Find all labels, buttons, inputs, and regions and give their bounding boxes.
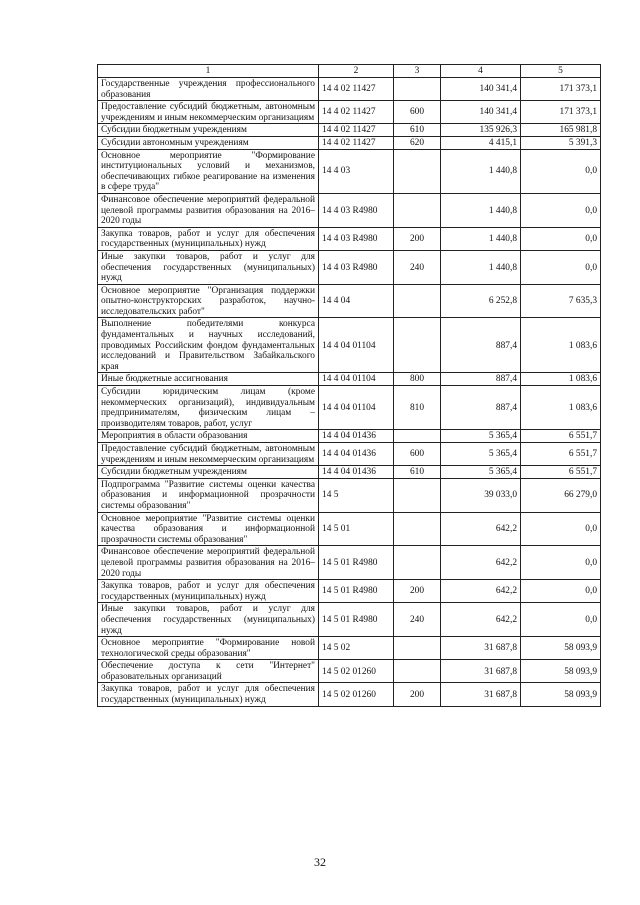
row-code-cell: 14 4 04 01436 <box>319 430 394 443</box>
row-name-cell: Иные бюджетные ассигнования <box>98 373 319 386</box>
header-col-3: 3 <box>394 65 441 78</box>
row-expense-type-cell: 620 <box>394 136 441 149</box>
row-code-cell: 14 4 02 11427 <box>319 136 394 149</box>
row-expense-type-cell: 200 <box>394 227 441 250</box>
row-expense-type-cell <box>394 318 441 373</box>
row-expense-type-cell <box>394 284 441 318</box>
table-row <box>98 660 601 683</box>
row-expense-type-cell: 600 <box>394 443 441 466</box>
row-expense-type-cell: 810 <box>394 386 441 430</box>
header-col-1: 1 <box>98 65 319 78</box>
table-row <box>98 443 601 466</box>
row-code-cell: 14 4 02 11427 <box>319 124 394 137</box>
row-code-cell: 14 4 02 11427 <box>319 78 394 101</box>
row-value-col4-cell: 887,4 <box>441 318 521 373</box>
row-expense-type-cell <box>394 637 441 660</box>
row-code-cell: 14 5 02 01260 <box>319 660 394 683</box>
row-name-cell: Основное мероприятие "Развитие системы оценки качества образования и информационной прозрачности системы образования" <box>98 512 319 546</box>
table-row <box>98 386 601 430</box>
row-expense-type-cell: 800 <box>394 373 441 386</box>
row-expense-type-cell <box>394 149 441 193</box>
table-row <box>98 318 601 373</box>
row-value-col4-cell: 140 341,4 <box>441 78 521 101</box>
row-value-col5-cell: 58 093,9 <box>521 683 601 706</box>
table-row <box>98 512 601 546</box>
row-name-cell: Подпрограмма "Развитие системы оценки качества образования и информационной прозрачности системы образования" <box>98 478 319 512</box>
table-row <box>98 430 601 443</box>
row-value-col4-cell: 39 033,0 <box>441 478 521 512</box>
row-expense-type-cell <box>394 78 441 101</box>
row-code-cell: 14 5 01 R4980 <box>319 603 394 637</box>
row-value-col5-cell: 0,0 <box>521 227 601 250</box>
row-value-col4-cell: 5 365,4 <box>441 443 521 466</box>
row-name-cell: Субсидии бюджетным учреждениям <box>98 124 319 137</box>
row-code-cell: 14 5 02 <box>319 637 394 660</box>
row-expense-type-cell: 240 <box>394 250 441 284</box>
row-value-col5-cell: 1 083,6 <box>521 386 601 430</box>
row-name-cell: Иные закупки товаров, работ и услуг для обеспечения государственных (муниципальных) нужд <box>98 250 319 284</box>
header-col-4: 4 <box>441 65 521 78</box>
row-value-col5-cell: 0,0 <box>521 546 601 580</box>
row-value-col5-cell: 6 551,7 <box>521 443 601 466</box>
row-name-cell: Субсидии юридическим лицам (кроме некоммерческих организаций), индивидуальным предпринимателям, физическим лицам – производителям товаров, работ, услуг <box>98 386 319 430</box>
row-value-col4-cell: 31 687,8 <box>441 683 521 706</box>
row-value-col4-cell: 31 687,8 <box>441 637 521 660</box>
row-value-col5-cell: 66 279,0 <box>521 478 601 512</box>
row-expense-type-cell <box>394 546 441 580</box>
row-code-cell: 14 4 03 R4980 <box>319 193 394 227</box>
table-row <box>98 284 601 318</box>
row-name-cell: Финансовое обеспечение мероприятий федеральной целевой программы развития образования на 2016–2020 годы <box>98 546 319 580</box>
table-row <box>98 478 601 512</box>
row-value-col5-cell: 7 635,3 <box>521 284 601 318</box>
row-expense-type-cell <box>394 512 441 546</box>
row-expense-type-cell <box>394 430 441 443</box>
row-value-col4-cell: 31 687,8 <box>441 660 521 683</box>
row-name-cell: Обеспечение доступа к сети "Интернет" образовательных организаций <box>98 660 319 683</box>
row-name-cell: Выполнение победителями конкурса фундаментальных и научных исследований, проводимых Российским фондом фундаментальных исследований и Правительством Забайкальского края <box>98 318 319 373</box>
row-value-col4-cell: 6 252,8 <box>441 284 521 318</box>
row-name-cell: Основное мероприятие "Организация поддержки опытно-конструкторских разработок, научно-исследовательских работ" <box>98 284 319 318</box>
table-row <box>98 637 601 660</box>
table-row <box>98 546 601 580</box>
row-value-col5-cell: 171 373,1 <box>521 78 601 101</box>
row-code-cell: 14 4 03 R4980 <box>319 250 394 284</box>
table-row <box>98 683 601 706</box>
row-expense-type-cell <box>394 660 441 683</box>
header-row <box>98 65 601 78</box>
row-code-cell: 14 4 04 01104 <box>319 386 394 430</box>
row-code-cell: 14 5 01 <box>319 512 394 546</box>
row-value-col5-cell: 171 373,1 <box>521 101 601 124</box>
row-code-cell: 14 4 04 01104 <box>319 318 394 373</box>
row-value-col4-cell: 642,2 <box>441 512 521 546</box>
row-name-cell: Основное мероприятие "Формирование институциональных условий и механизмов, обеспечивающих гибкое реагирование на изменения в сфере труда" <box>98 149 319 193</box>
row-code-cell: 14 4 03 R4980 <box>319 227 394 250</box>
table-row <box>98 124 601 137</box>
row-value-col5-cell: 6 551,7 <box>521 430 601 443</box>
row-expense-type-cell: 600 <box>394 101 441 124</box>
row-name-cell: Закупка товаров, работ и услуг для обеспечения государственных (муниципальных) нужд <box>98 683 319 706</box>
table-row <box>98 193 601 227</box>
row-code-cell: 14 4 04 <box>319 284 394 318</box>
row-value-col4-cell: 1 440,8 <box>441 250 521 284</box>
table-row <box>98 466 601 479</box>
row-expense-type-cell: 610 <box>394 466 441 479</box>
table-row <box>98 78 601 101</box>
table-row <box>98 101 601 124</box>
row-name-cell: Мероприятия в области образования <box>98 430 319 443</box>
row-value-col4-cell: 887,4 <box>441 386 521 430</box>
row-code-cell: 14 4 04 01104 <box>319 373 394 386</box>
table-row <box>98 603 601 637</box>
row-value-col5-cell: 0,0 <box>521 603 601 637</box>
row-code-cell: 14 4 04 01436 <box>319 466 394 479</box>
row-value-col5-cell: 0,0 <box>521 580 601 603</box>
row-name-cell: Закупка товаров, работ и услуг для обеспечения государственных (муниципальных) нужд <box>98 580 319 603</box>
row-value-col4-cell: 642,2 <box>441 546 521 580</box>
row-expense-type-cell: 610 <box>394 124 441 137</box>
header-col-2: 2 <box>319 65 394 78</box>
row-name-cell: Финансовое обеспечение мероприятий федеральной целевой программы развития образования на 2016–2020 годы <box>98 193 319 227</box>
row-value-col4-cell: 140 341,4 <box>441 101 521 124</box>
table-row <box>98 373 601 386</box>
row-code-cell: 14 5 <box>319 478 394 512</box>
row-code-cell: 14 5 01 R4980 <box>319 580 394 603</box>
row-name-cell: Субсидии автономным учреждениям <box>98 136 319 149</box>
row-expense-type-cell: 200 <box>394 683 441 706</box>
row-value-col4-cell: 642,2 <box>441 580 521 603</box>
row-value-col4-cell: 1 440,8 <box>441 193 521 227</box>
row-value-col4-cell: 887,4 <box>441 373 521 386</box>
row-name-cell: Субсидии бюджетным учреждениям <box>98 466 319 479</box>
table-body <box>98 78 601 707</box>
row-value-col5-cell: 0,0 <box>521 193 601 227</box>
row-value-col5-cell: 58 093,9 <box>521 660 601 683</box>
row-name-cell: Предоставление субсидий бюджетным, автономным учреждениям и иным некоммерческим организациям <box>98 101 319 124</box>
row-name-cell: Основное мероприятие "Формирование новой технологической среды образования" <box>98 637 319 660</box>
row-name-cell: Предоставление субсидий бюджетным, автономным учреждениям и иным некоммерческим организациям <box>98 443 319 466</box>
row-value-col4-cell: 135 926,3 <box>441 124 521 137</box>
row-value-col5-cell: 1 083,6 <box>521 373 601 386</box>
row-code-cell: 14 4 02 11427 <box>319 101 394 124</box>
row-code-cell: 14 4 03 <box>319 149 394 193</box>
row-value-col4-cell: 5 365,4 <box>441 430 521 443</box>
row-expense-type-cell: 240 <box>394 603 441 637</box>
table-row <box>98 149 601 193</box>
row-code-cell: 14 5 01 R4980 <box>319 546 394 580</box>
row-value-col5-cell: 1 083,6 <box>521 318 601 373</box>
header-col-5: 5 <box>521 65 601 78</box>
row-value-col5-cell: 58 093,9 <box>521 637 601 660</box>
row-value-col4-cell: 4 415,1 <box>441 136 521 149</box>
budget-table <box>97 64 601 707</box>
table-row <box>98 250 601 284</box>
row-value-col5-cell: 6 551,7 <box>521 466 601 479</box>
row-name-cell: Государственные учреждения профессионального образования <box>98 78 319 101</box>
row-value-col4-cell: 642,2 <box>441 603 521 637</box>
row-expense-type-cell <box>394 478 441 512</box>
row-code-cell: 14 4 04 01436 <box>319 443 394 466</box>
row-value-col4-cell: 5 365,4 <box>441 466 521 479</box>
row-value-col4-cell: 1 440,8 <box>441 149 521 193</box>
row-value-col5-cell: 0,0 <box>521 149 601 193</box>
row-value-col4-cell: 1 440,8 <box>441 227 521 250</box>
page-number: 32 <box>314 855 326 869</box>
row-expense-type-cell: 200 <box>394 580 441 603</box>
table-row <box>98 580 601 603</box>
row-name-cell: Закупка товаров, работ и услуг для обеспечения государственных (муниципальных) нужд <box>98 227 319 250</box>
row-value-col5-cell: 0,0 <box>521 250 601 284</box>
table-row <box>98 227 601 250</box>
row-code-cell: 14 5 02 01260 <box>319 683 394 706</box>
row-value-col5-cell: 165 981,8 <box>521 124 601 137</box>
table-row <box>98 136 601 149</box>
row-value-col5-cell: 5 391,3 <box>521 136 601 149</box>
row-value-col5-cell: 0,0 <box>521 512 601 546</box>
row-expense-type-cell <box>394 193 441 227</box>
row-name-cell: Иные закупки товаров, работ и услуг для обеспечения государственных (муниципальных) нужд <box>98 603 319 637</box>
